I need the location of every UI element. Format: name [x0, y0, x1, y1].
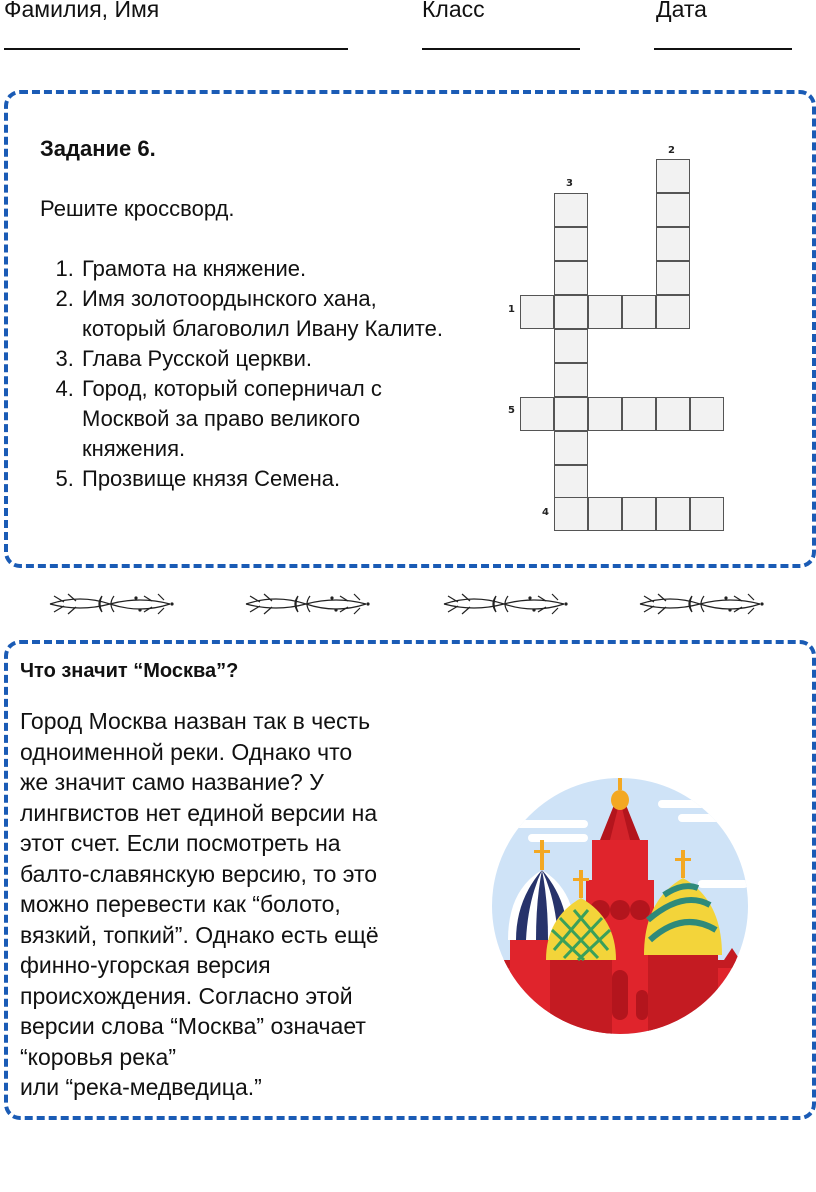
paragraph-line: происхождения. Согласно этой	[20, 982, 353, 1009]
crossword-number-3: 3	[566, 178, 573, 189]
crossword-cell[interactable]	[554, 295, 588, 329]
crossword-cell[interactable]	[656, 397, 690, 431]
paragraph-line: финно-угорская версия	[20, 952, 271, 978]
info-title: Что значит “Москва”?	[20, 660, 239, 682]
crossword-cell[interactable]	[656, 261, 690, 295]
clue-item: 2. Имя золотоордынского хана, который благоволил Ивану Калите.	[80, 284, 460, 344]
crossword-cell[interactable]	[690, 497, 724, 531]
crossword-cell[interactable]	[554, 431, 588, 465]
task-title: Задание 6.	[40, 136, 156, 161]
paragraph-line: лингвистов нет единой версии на	[20, 799, 378, 826]
clue-item: 3. Глава Русской церкви.	[80, 344, 460, 374]
paragraph-line: этот счет. Если посмотреть на	[20, 830, 341, 856]
crossword-cell[interactable]	[554, 329, 588, 363]
crossword-cell[interactable]	[588, 397, 622, 431]
crossword-cell[interactable]	[554, 397, 588, 431]
surname-line[interactable]	[4, 48, 348, 50]
surname-label: Фамилия, Имя	[4, 0, 160, 22]
clue-item: 5. Прозвище князя Семена.	[80, 464, 460, 494]
info-paragraph	[20, 706, 460, 1103]
crossword-number-5: 5	[508, 405, 515, 416]
ornament-icon	[236, 586, 376, 622]
crossword-cell[interactable]	[554, 193, 588, 227]
paragraph-line: можно перевести как “болото,	[20, 891, 341, 917]
crossword-cell[interactable]	[554, 363, 588, 397]
crossword-cell[interactable]	[520, 295, 554, 329]
paragraph-line: вязкий, топкий”. Однако есть ещё	[20, 921, 379, 948]
ornament-icon	[434, 586, 574, 622]
crossword-cell[interactable]	[554, 497, 588, 531]
ornament-icon	[40, 586, 180, 622]
crossword-cell[interactable]	[588, 497, 622, 531]
crossword-cell[interactable]	[690, 397, 724, 431]
crossword-cell[interactable]	[622, 397, 656, 431]
crossword-cell[interactable]	[656, 227, 690, 261]
class-line[interactable]	[422, 48, 580, 50]
crossword-number-4: 4	[542, 507, 549, 518]
paragraph-line: Город Москва назван так в честь	[20, 708, 371, 734]
clue-item: 4. Город, который соперничал с Москвой за право великого княжения.	[80, 374, 460, 464]
date-label: Дата	[656, 0, 707, 22]
crossword-cell[interactable]	[622, 497, 656, 531]
crossword-cell[interactable]	[656, 193, 690, 227]
crossword-number-1: 1	[508, 304, 515, 315]
crossword-cell[interactable]	[554, 227, 588, 261]
class-label: Класс	[422, 0, 485, 22]
paragraph-line: версии слова “Москва” означает	[20, 1013, 366, 1039]
crossword-cell[interactable]	[656, 159, 690, 193]
crossword-cell[interactable]	[622, 295, 656, 329]
task-intro: Решите кроссворд.	[40, 196, 235, 221]
clue-item: 1. Грамота на княжение.	[80, 254, 460, 284]
crossword-number-2: 2	[668, 145, 675, 156]
paragraph-line: или “река-медведица.”	[20, 1074, 262, 1100]
crossword-cell[interactable]	[554, 465, 588, 499]
paragraph-line: же значит само название? У	[20, 769, 324, 795]
paragraph-line: “коровья река”	[20, 1043, 177, 1070]
clue-list	[30, 254, 460, 494]
paragraph-line: балто-славянскую версию, то это	[20, 860, 378, 887]
crossword-cell[interactable]	[554, 261, 588, 295]
date-line[interactable]	[654, 48, 792, 50]
crossword-cell[interactable]	[656, 497, 690, 531]
cathedral-icon	[488, 760, 752, 1036]
paragraph-line: одноименной реки. Однако что	[20, 738, 353, 765]
ornament-icon	[630, 586, 770, 622]
crossword-cell[interactable]	[520, 397, 554, 431]
crossword-cell[interactable]	[588, 295, 622, 329]
crossword-cell[interactable]	[656, 295, 690, 329]
